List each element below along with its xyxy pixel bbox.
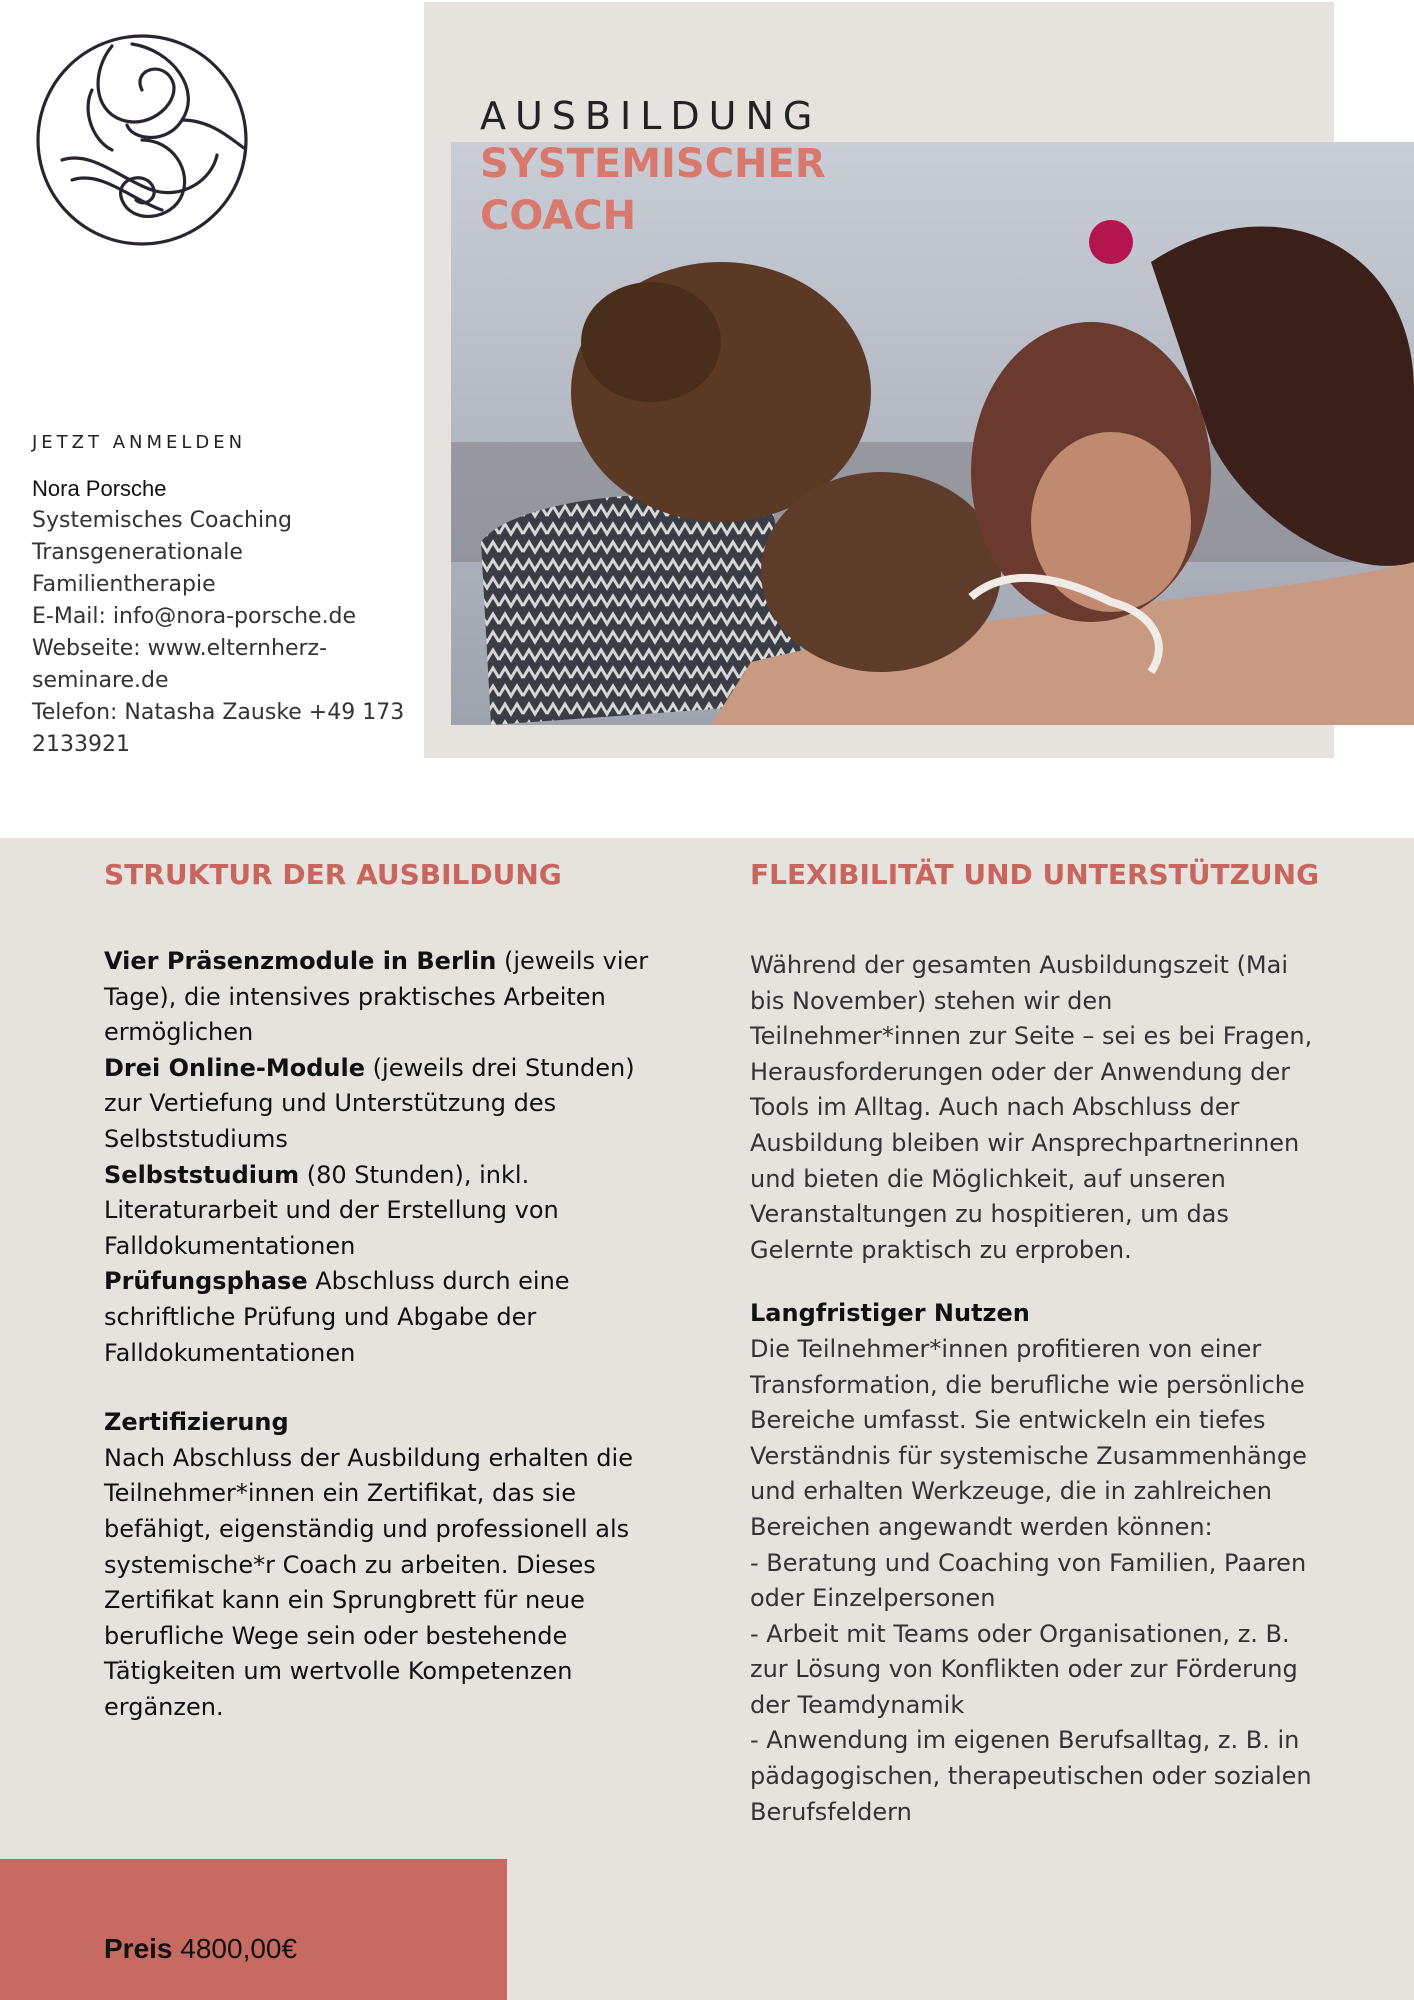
structure-item-text: (jeweils vier Tage), die intensives praktisches Arbeiten ermöglichen xyxy=(104,947,649,1047)
nutzen-bullet: - Anwendung im eigenen Berufsalltag, z. B. in pädagogischen, therapeutischen oder sozialen Berufsfeldern xyxy=(750,1726,1312,1826)
price-value: 4800,00€ xyxy=(180,1933,298,1964)
structure-column xyxy=(104,944,664,1725)
contact-heading: JETZT ANMELDEN xyxy=(32,432,247,453)
nutzen-heading: Langfristiger Nutzen xyxy=(750,1299,1030,1328)
price xyxy=(104,1933,297,1965)
flex-heading: FLEXIBILITÄT UND UNTERSTÜTZUNG xyxy=(750,858,1320,891)
structure-item-title: Drei Online-Module xyxy=(104,1053,366,1082)
cert-text: Nach Abschluss der Ausbildung erhalten die Teilnehmer*innen ein Zertifikat, das sie befähigt, eigenständig und professionell als systemische*r Coach zu arbeiten. Dieses Zertifikat kann ein Sprungbrett für neue berufliche Wege sein oder bestehende Tätigkeiten um wertvolle Kompetenzen ergänzen. xyxy=(104,1443,633,1721)
flex-paragraph: Während der gesamten Ausbildungszeit (Mai bis November) stehen wir den Teilnehmer*innen zur Seite – sei es bei Fragen, Herausforderungen oder der Anwendung der Tools im Alltag. Auch nach Abschluss der Ausbildung bleiben wir Ansprechpartnerinnen und bieten die Möglichkeit, auf unseren Veranstaltungen zu hospitieren, um das Gelernte praktisch zu erproben. xyxy=(750,951,1313,1264)
nutzen-bullet: - Arbeit mit Teams oder Organisationen, z. B. zur Lösung von Konflikten oder zur Förderung der Teamdynamik xyxy=(750,1619,1298,1719)
title-systemischer-coach xyxy=(480,138,826,242)
contact-line: Familientherapie xyxy=(32,572,216,597)
nutzen-text: Die Teilnehmer*innen profitieren von einer Transformation, die berufliche wie persönliche Bereiche umfasst. Sie entwickeln ein tiefes Verständnis für systemische Zusammenhänge und erhalten Werkzeuge, die in zahlreichen Bereichen angewandt werden können: xyxy=(750,1334,1307,1541)
structure-item xyxy=(104,1264,664,1371)
contact-website-cont[interactable]: seminare.de xyxy=(32,668,169,693)
structure-item xyxy=(104,1051,664,1158)
contact-phone[interactable]: Telefon: Natasha Zauske +49 173 xyxy=(32,700,405,725)
contact-website[interactable]: Webseite: www.elternherz- xyxy=(32,636,328,661)
structure-heading: STRUKTUR DER AUSBILDUNG xyxy=(104,858,562,891)
nutzen-bullet: - Beratung und Coaching von Familien, Paaren oder Einzelpersonen xyxy=(750,1548,1307,1613)
structure-item-text: (jeweils drei Stunden) zur Vertiefung und Unterstützung des Selbststudiums xyxy=(104,1053,635,1153)
contact-name: Nora Porsche xyxy=(32,476,167,501)
structure-item xyxy=(104,944,664,1051)
structure-item-title: Prüfungsphase xyxy=(104,1267,308,1296)
flex-column xyxy=(750,948,1320,1830)
cert-heading: Zertifizierung xyxy=(104,1408,289,1437)
title-ausbildung: AUSBILDUNG xyxy=(480,94,822,138)
details-section xyxy=(0,838,1414,2000)
contact-line: Transgenerationale xyxy=(32,540,243,565)
contact-block xyxy=(32,432,412,761)
structure-item-title: Selbststudium xyxy=(104,1160,300,1189)
logo-icon xyxy=(32,30,252,250)
price-label: Preis xyxy=(104,1933,173,1964)
title-line-coach: COACH xyxy=(480,193,637,239)
structure-item-text: (80 Stunden), inkl. Literaturarbeit und der Erstellung von Falldokumentationen xyxy=(104,1160,559,1260)
title-line-systemischer: SYSTEMISCHER xyxy=(480,141,826,187)
contact-phone-cont[interactable]: 2133921 xyxy=(32,732,130,757)
contact-email[interactable]: E-Mail: info@nora-porsche.de xyxy=(32,604,357,629)
contact-line: Systemisches Coaching xyxy=(32,508,293,533)
structure-item xyxy=(104,1158,664,1265)
price-box xyxy=(0,1859,507,2000)
structure-item-title: Vier Präsenzmodule in Berlin xyxy=(104,947,497,975)
structure-item-text: Abschluss durch eine schriftliche Prüfung und Abgabe der Falldokumentationen xyxy=(104,1267,570,1367)
